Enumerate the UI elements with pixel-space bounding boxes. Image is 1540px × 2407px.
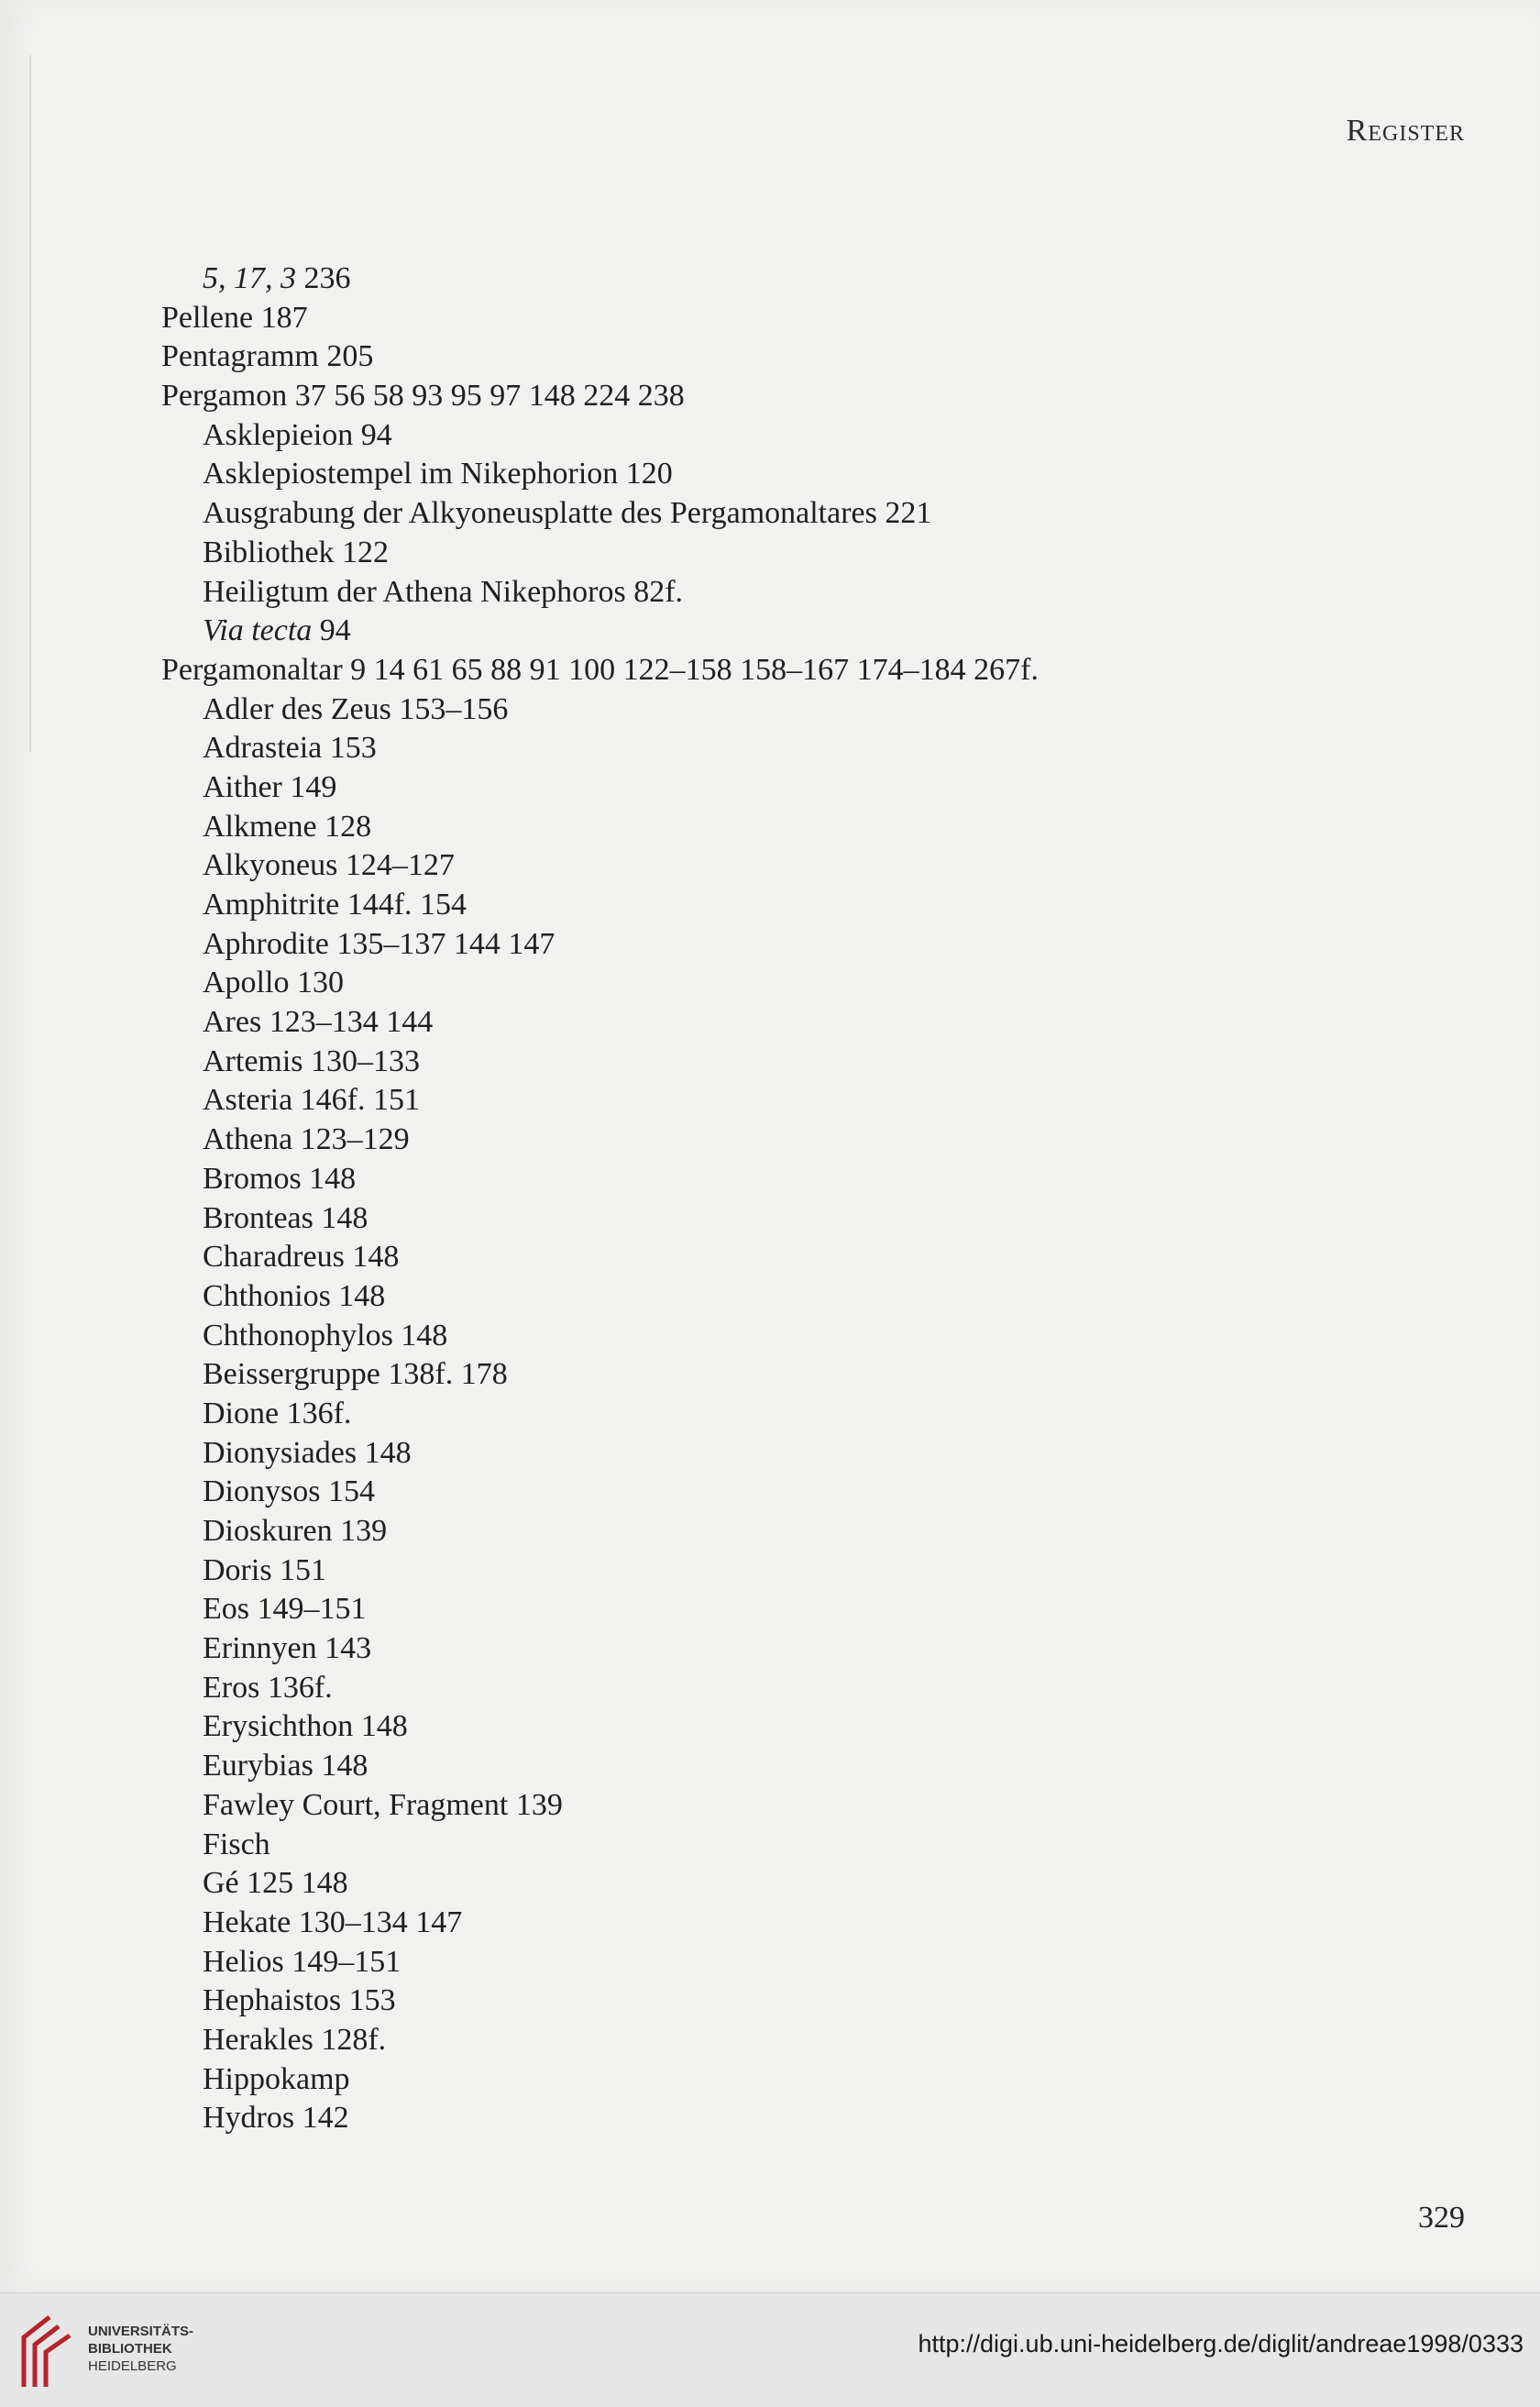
index-sub-entry [161,1864,1353,1904]
index-sub-entry [161,1395,1353,1434]
index-entry-text: Aither 149 [203,769,337,804]
index-entry-text: Pergamon 37 56 58 93 95 97 148 224 238 [161,379,685,414]
library-name-line3: HEIDELBERG [88,2358,177,2374]
index-entry-text: Hydros 142 [203,2101,349,2136]
index-entry-text: Bronteas 148 [203,1200,368,1235]
index-entry-text: Ausgrabung der Alkyoneusplatte des Pergamonaltares 221 [203,496,932,531]
index-sub-entry [161,1551,1353,1591]
index-entry-text: Asklepiostempel im Nikephorion 120 [203,457,673,491]
index-main-entry [161,651,1353,690]
index-sub-entry [161,416,1353,456]
index-sub-entry [161,1317,1353,1356]
index-sub-entry [161,768,1353,808]
index-sub-entry [161,1160,1353,1199]
index-entry-text: Dionysos 154 [203,1474,375,1509]
index-entry-text: Artemis 130–133 [203,1043,421,1078]
index-entry-text: Chthonophylos 148 [203,1318,448,1353]
index-sub-entry [161,1199,1353,1239]
index-entry-text: Fisch [203,1827,270,1861]
digitization-footer [0,2292,1540,2407]
index-entry-text: 5, 17, 3 [203,261,296,295]
index-entry-text: Alkyoneus 124–127 [203,848,455,883]
index-entry-text: Asteria 146f. 151 [203,1083,421,1118]
index-entry-text: Adler des Zeus 153–156 [203,691,509,726]
index-sub-entry [161,1590,1353,1629]
index-sub-entry [161,2060,1353,2100]
index-entry-text: Pentagramm 205 [161,339,374,374]
index-entry-text: Apollo 130 [203,966,344,1000]
index-sub-entry [161,1277,1353,1317]
index-sub-entry [161,2099,1353,2138]
index-main-entry [161,337,1353,377]
library-name-line2: BIBLIOTHEK [88,2341,172,2357]
index-entry-text: Ares 123–134 144 [203,1005,434,1040]
index-sub-entry [161,494,1353,534]
index-main-entry [161,377,1353,416]
index-sub-entry [161,925,1353,965]
index-entry-text: Erysichthon 148 [203,1709,408,1744]
index-entry-text: Aphrodite 135–137 144 147 [203,926,556,961]
index-sub-entry [161,1669,1353,1708]
library-name-line1: UNIVERSITÄTS- [88,2324,194,2339]
index-sub-entry [161,690,1353,730]
binding-shadow [29,55,31,752]
index-entry-text: Bromos 148 [203,1161,357,1196]
index-sub-entry [161,1826,1353,1865]
index-entry-text: Doris 151 [203,1552,327,1587]
index-sub-entry [161,886,1353,925]
index-entry-text: Asklepieion 94 [203,417,392,452]
index-sub-entry [161,1982,1353,2021]
index-entry-text: Athena 123–129 [203,1122,410,1157]
library-name [88,2323,193,2375]
index-entry-text: Fawley Court, Fragment 139 [203,1787,563,1822]
index-sub-entry [161,846,1353,886]
index-entry-text: Eurybias 148 [203,1749,368,1783]
index-entry-pages: 236 [296,261,351,295]
index-sub-entry [161,1121,1353,1160]
index-entry-text: Charadreus 148 [203,1240,400,1275]
index-entries-list [161,259,1353,2138]
index-entry-pages: 94 [312,613,351,648]
index-entry-text: Alkmene 128 [203,809,372,844]
index-entry-text: Helios 149–151 [203,1944,402,1979]
library-logo-icon [16,2310,77,2390]
index-sub-entry [161,1904,1353,1943]
index-entry-text: Erinnyen 143 [203,1631,372,1666]
index-entry-text: Beissergruppe 138f. 178 [203,1357,508,1392]
index-entry-text: Gé 125 148 [203,1866,348,1901]
index-sub-entry [161,1943,1353,1982]
index-entry-text: Via tecta [203,613,313,648]
index-sub-entry [161,1434,1353,1474]
index-entry-text: Pergamonaltar 9 14 61 65 88 91 100 122–158 158–167 174–184 267f. [161,652,1039,687]
index-sub-entry [161,573,1353,613]
index-sub-entry [161,2021,1353,2060]
index-sub-entry [161,1747,1353,1786]
index-sub-entry [161,1043,1353,1082]
index-entry-text: Amphitrite 144f. 154 [203,888,468,922]
index-sub-entry [161,1786,1353,1826]
index-sub-entry [161,259,1353,299]
index-sub-entry [161,1473,1353,1512]
index-sub-entry [161,1707,1353,1747]
index-sub-entry [161,1003,1353,1043]
index-sub-entry [161,1081,1353,1121]
index-entry-text: Chthonios 148 [203,1278,386,1313]
index-main-entry [161,299,1353,338]
index-entry-text: Dionysiades 148 [203,1435,412,1470]
index-sub-entry [161,1238,1353,1277]
index-sub-entry [161,1355,1353,1395]
index-entry-text: Pellene 187 [161,300,308,335]
index-entry-text: Dione 136f. [203,1396,352,1430]
index-sub-entry [161,808,1353,847]
index-sub-entry [161,729,1353,768]
index-sub-entry [161,964,1353,1003]
index-entry-text: Bibliothek 122 [203,535,390,569]
index-sub-entry [161,1629,1353,1669]
index-entry-text: Hephaistos 153 [203,1983,396,2018]
index-entry-text: Hekate 130–134 147 [203,1905,463,1939]
index-entry-text: Herakles 128f. [203,2022,387,2057]
page-number: 329 [1418,2201,1465,2235]
index-entry-text: Heiligtum der Athena Nikephoros 82f. [203,574,684,609]
source-url-link[interactable]: http://digi.ub.uni-heidelberg.de/diglit/andreae1998/0333 [918,2330,1524,2357]
index-sub-entry [161,612,1353,651]
index-sub-entry [161,534,1353,573]
index-entry-text: Hippokamp [203,2061,350,2096]
index-entry-text: Eros 136f. [203,1670,333,1705]
index-sub-entry [161,455,1353,494]
index-sub-entry [161,1512,1353,1551]
running-head: Register [1346,114,1465,148]
index-entry-text: Adrasteia 153 [203,731,377,766]
index-entry-text: Dioskuren 139 [203,1514,388,1548]
index-entry-text: Eos 149–151 [203,1592,367,1627]
